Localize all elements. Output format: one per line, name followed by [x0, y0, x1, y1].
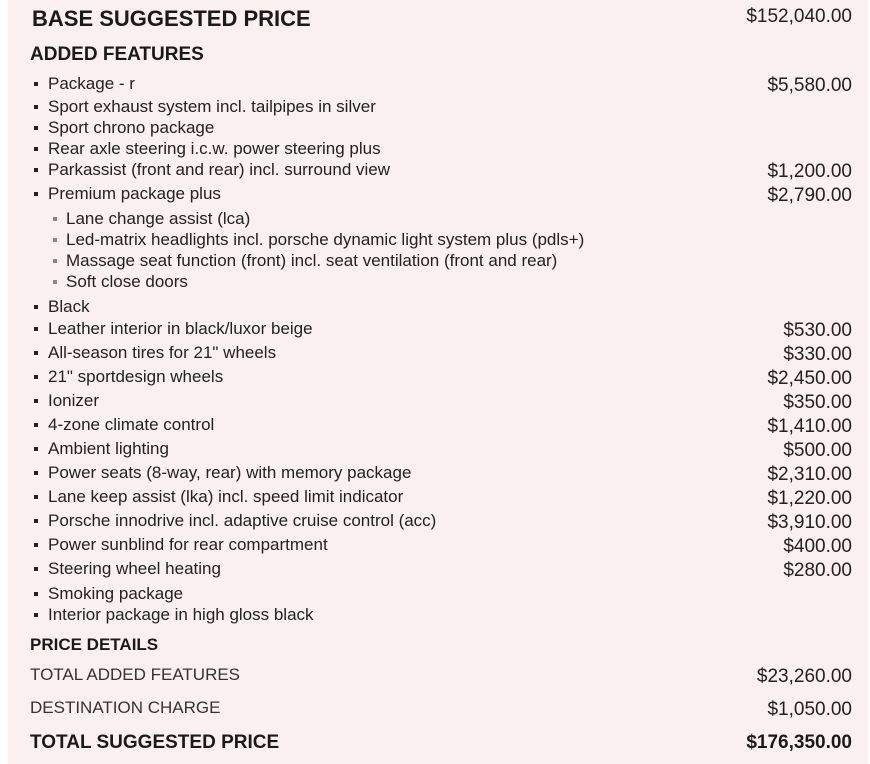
feature-item [8, 297, 868, 319]
feature-item [8, 367, 868, 391]
bullet-icon [34, 567, 38, 571]
bullet-icon [34, 399, 38, 403]
feature-item [8, 391, 868, 415]
bullet-icon [34, 192, 38, 196]
feature-item [8, 118, 868, 140]
total-added-row [8, 664, 868, 690]
bullet-icon [34, 305, 38, 309]
sub-feature-item [8, 209, 868, 230]
feature-label: Steering wheel heating [48, 559, 221, 578]
sub-bullet-icon [53, 238, 57, 242]
feature-label: Smoking package [48, 584, 184, 603]
feature-label: Power sunblind for rear compartment [48, 535, 328, 554]
destination-price: $1,050.00 [767, 699, 852, 720]
feature-price: $5,580.00 [767, 75, 852, 96]
feature-item [8, 439, 868, 463]
feature-label: 4-zone climate control [48, 415, 215, 434]
feature-item [8, 463, 868, 487]
feature-label: 21" sportdesign wheels [48, 367, 224, 386]
base-price-value: $152,040.00 [746, 6, 852, 27]
feature-price: $350.00 [783, 392, 852, 413]
feature-label: Interior package in high gloss black [48, 605, 314, 624]
sub-feature-label: Massage seat function (front) incl. seat ventilation (front and rear) [66, 251, 558, 270]
feature-item [8, 487, 868, 511]
bullet-icon [34, 592, 38, 596]
sub-bullet-icon [53, 259, 57, 263]
feature-item [8, 415, 868, 439]
sub-feature-label: Led-matrix headlights incl. porsche dynamic light system plus (pdls+) [66, 230, 585, 249]
feature-label: Power seats (8-way, rear) with memory package [48, 463, 412, 482]
sub-feature-item [8, 230, 868, 251]
feature-item [8, 605, 868, 627]
feature-label: Ionizer [48, 391, 100, 410]
feature-price: $1,200.00 [767, 161, 852, 182]
feature-label: Lane keep assist (lka) incl. speed limit indicator [48, 487, 404, 506]
destination-row [8, 697, 868, 723]
bullet-icon [34, 543, 38, 547]
feature-price: $500.00 [783, 440, 852, 461]
bullet-icon [34, 327, 38, 331]
feature-label: Package - r [48, 74, 135, 93]
feature-price: $2,310.00 [767, 464, 852, 485]
feature-price: $3,910.00 [767, 512, 852, 533]
feature-item [8, 139, 868, 161]
bullet-icon [34, 351, 38, 355]
feature-price: $330.00 [783, 344, 852, 365]
feature-price: $400.00 [783, 536, 852, 557]
feature-item [8, 535, 868, 559]
sub-feature-label: Lane change assist (lca) [66, 209, 251, 228]
feature-label: Rear axle steering i.c.w. power steering plus [48, 139, 381, 158]
bullet-icon [34, 471, 38, 475]
bullet-icon [34, 613, 38, 617]
feature-item [8, 184, 868, 208]
total-added-label: TOTAL ADDED FEATURES [30, 665, 241, 684]
feature-price: $1,220.00 [767, 488, 852, 509]
feature-label: Leather interior in black/luxor beige [48, 319, 313, 338]
bullet-icon [34, 105, 38, 109]
total-row [8, 731, 868, 759]
feature-label: Sport exhaust system incl. tailpipes in silver [48, 97, 376, 116]
feature-label: Parkassist (front and rear) incl. surround view [48, 160, 391, 179]
feature-item [8, 160, 868, 184]
bullet-icon [34, 519, 38, 523]
feature-item [8, 584, 868, 606]
feature-label: Black [48, 297, 90, 316]
price-details-heading: PRICE DETAILS [30, 635, 159, 654]
feature-price: $1,410.00 [767, 416, 852, 437]
total-price: $176,350.00 [746, 732, 852, 753]
bullet-icon [34, 495, 38, 499]
feature-item [8, 319, 868, 343]
feature-price: $2,450.00 [767, 368, 852, 389]
added-features-heading: ADDED FEATURES [30, 44, 204, 65]
feature-item [8, 343, 868, 367]
feature-label: Ambient lighting [48, 439, 169, 458]
base-price-row [8, 4, 868, 32]
bullet-icon [34, 168, 38, 172]
feature-price: $2,790.00 [767, 185, 852, 206]
bullet-icon [34, 447, 38, 451]
total-label: TOTAL SUGGESTED PRICE [30, 732, 280, 753]
price-summary-panel [8, 0, 868, 764]
sub-bullet-icon [53, 217, 57, 221]
feature-price: $530.00 [783, 320, 852, 341]
sub-feature-item [8, 251, 868, 272]
feature-item [8, 559, 868, 583]
base-price-label: BASE SUGGESTED PRICE [32, 6, 311, 31]
feature-item [8, 511, 868, 535]
sub-feature-label: Soft close doors [66, 272, 188, 291]
bullet-icon [34, 147, 38, 151]
bullet-icon [34, 82, 38, 86]
sub-feature-item [8, 272, 868, 293]
bullet-icon [34, 126, 38, 130]
bullet-icon [34, 423, 38, 427]
feature-label: All-season tires for 21" wheels [48, 343, 277, 362]
feature-label: Sport chrono package [48, 118, 215, 137]
feature-label: Porsche innodrive incl. adaptive cruise control (acc) [48, 511, 437, 530]
destination-label: DESTINATION CHARGE [30, 698, 221, 717]
sub-bullet-icon [53, 280, 57, 284]
feature-item [8, 97, 868, 119]
feature-label: Premium package plus [48, 184, 221, 203]
total-added-price: $23,260.00 [756, 666, 852, 687]
feature-price: $280.00 [783, 560, 852, 581]
feature-item [8, 73, 868, 97]
bullet-icon [34, 375, 38, 379]
